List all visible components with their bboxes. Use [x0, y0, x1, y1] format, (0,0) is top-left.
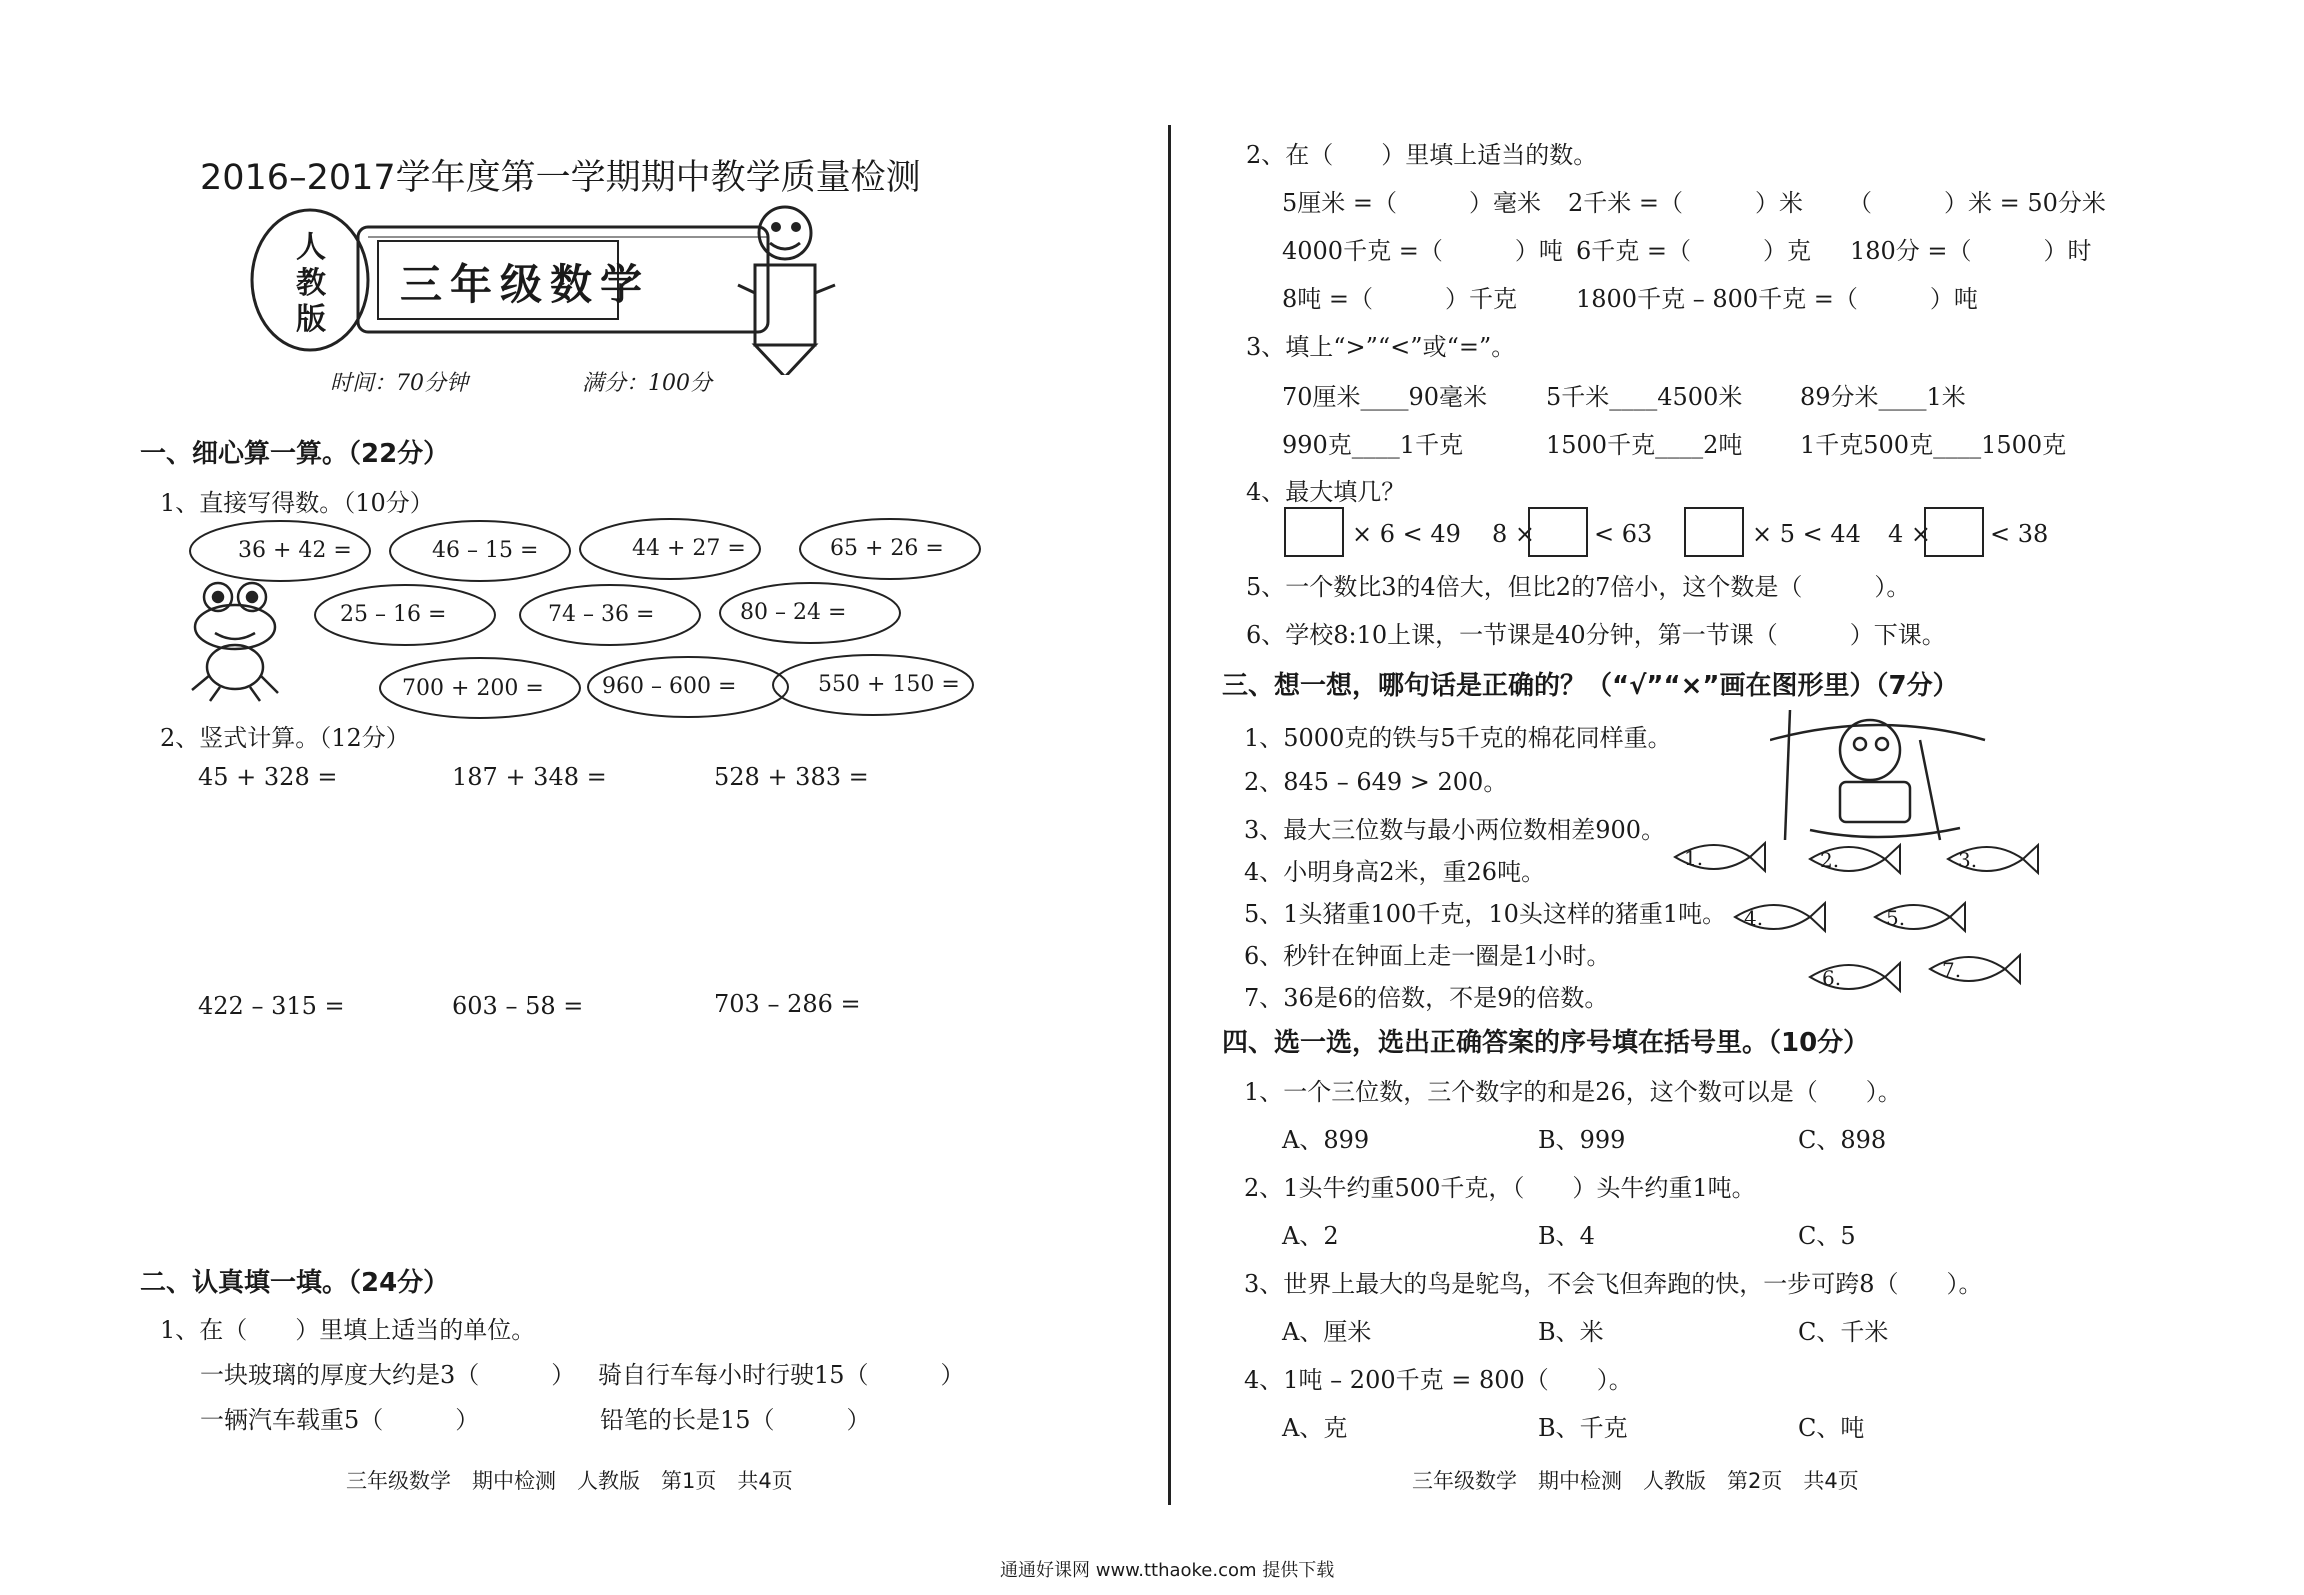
num-fill-2: 2千米 =（ ）米	[1568, 189, 1804, 217]
s2-q3-title: 3、填上“>”“<”或“=”。	[1246, 333, 1516, 361]
choice-q4-c: C、吨	[1798, 1414, 1865, 1442]
num-fill-7: 8吨 =（ ）千克	[1282, 285, 1518, 313]
fish-label-6: 6.	[1822, 966, 1842, 990]
judge-5: 5、1头猪重100千克，10头这样的猪重1吨。	[1244, 900, 1727, 928]
blank-box-2[interactable]	[1528, 507, 1588, 557]
compare-2: 5千米____4500米	[1546, 383, 1743, 411]
unit-fill-4: 铅笔的长是15（ ）	[600, 1406, 871, 1434]
oral-calc-10: 550 + 150 =	[818, 672, 960, 697]
fish-label-1: 1.	[1684, 846, 1704, 870]
max-fill-3: × 5 < 44	[1752, 520, 1861, 548]
section3-heading: 三、想一想，哪句话是正确的？（“√”“×”画在图形里）（7分）	[1222, 671, 1959, 701]
banner-char-3: 版	[296, 302, 326, 337]
vertical-calc-6: 703 – 286 =	[714, 990, 861, 1018]
frog-mascot-icon	[180, 575, 290, 705]
footer-right: 三年级数学 期中检测 人教版 第2页 共4页	[1412, 1469, 1859, 1493]
score-label: 满分：100分	[582, 371, 712, 396]
compare-1: 70厘米____90毫米	[1282, 383, 1488, 411]
s2-q5: 5、一个数比3的4倍大，但比2的7倍小，这个数是（ ）。	[1246, 573, 1911, 601]
max-fill-4a: 4 ×	[1888, 520, 1932, 548]
choice-q2-a: A、2	[1282, 1222, 1339, 1250]
fish-label-5: 5.	[1886, 906, 1906, 930]
s2-q4-title: 4、最大填几？	[1246, 478, 1406, 506]
judge-3: 3、最大三位数与最小两位数相差900。	[1244, 816, 1666, 844]
choice-q4: 4、1吨 – 200千克 = 800（ ）。	[1244, 1366, 1633, 1394]
unit-fill-3: 一辆汽车载重5（ ）	[200, 1406, 480, 1434]
choice-q2: 2、1头牛约重500千克，（ ）头牛约重1吨。	[1244, 1174, 1756, 1202]
choice-q3-a: A、厘米	[1282, 1318, 1372, 1346]
oral-calc-8: 700 + 200 =	[402, 676, 544, 701]
s2-q1-title: 1、在（ ）里填上适当的单位。	[160, 1316, 536, 1344]
compare-4: 990克____1千克	[1282, 431, 1464, 459]
choice-q3-c: C、千米	[1798, 1318, 1889, 1346]
grade-title: 三年级数学	[400, 260, 651, 309]
section1-heading: 一、细心算一算。（22分）	[140, 439, 450, 469]
s2-q6: 6、学校8:10上课，一节课是40分钟，第一节课（ ）下课。	[1246, 621, 1946, 649]
blank-box-3[interactable]	[1684, 507, 1744, 557]
num-fill-6: 180分 =（ ）时	[1850, 237, 2092, 265]
banner-char-2: 教	[296, 266, 326, 301]
fish-group	[1670, 835, 2050, 1005]
max-fill-4b: < 38	[1990, 520, 2049, 548]
s2-q2-title: 2、在（ ）里填上适当的数。	[1246, 141, 1598, 169]
fish-label-2: 2.	[1820, 848, 1840, 872]
oral-calc-3: 44 + 27 =	[632, 536, 746, 561]
page-divider	[1168, 125, 1171, 1505]
vertical-calc-5: 603 – 58 =	[452, 992, 584, 1020]
num-fill-3: （ ）米 = 50分米	[1848, 189, 2106, 217]
oral-calc-4: 65 + 26 =	[830, 536, 944, 561]
judge-1: 1、5000克的铁与5千克的棉花同样重。	[1244, 724, 1672, 752]
num-fill-4: 4000千克 =（ ）吨	[1282, 237, 1563, 265]
oral-calc-1: 36 + 42 =	[238, 538, 352, 563]
max-fill-2b: < 63	[1594, 520, 1653, 548]
unit-fill-2: 骑自行车每小时行驶15（ ）	[598, 1361, 965, 1389]
choice-q1-a: A、899	[1282, 1126, 1370, 1154]
choice-q4-a: A、克	[1282, 1414, 1348, 1442]
choice-q3-b: B、米	[1538, 1318, 1604, 1346]
judge-2: 2、845 – 649 > 200。	[1244, 768, 1508, 796]
fish-label-4: 4.	[1744, 906, 1764, 930]
section2-heading: 二、认真填一填。（24分）	[140, 1268, 450, 1298]
download-credit: 通通好课网 www.tthaoke.com 提供下载	[1000, 1560, 1335, 1581]
time-label: 时间：70分钟	[330, 371, 468, 396]
choice-q3: 3、世界上最大的鸟是鸵鸟，不会飞但奔跑的快，一步可跨8（ ）。	[1244, 1270, 1983, 1298]
footer-left: 三年级数学 期中检测 人教版 第1页 共4页	[346, 1469, 793, 1493]
num-fill-8: 1800千克 – 800千克 =（ ）吨	[1576, 285, 1978, 313]
oral-calc-9: 960 – 600 =	[602, 674, 737, 699]
section4-heading: 四、选一选，选出正确答案的序号填在括号里。（10分）	[1222, 1028, 1870, 1058]
pencil-mascot-icon	[738, 207, 835, 375]
fish-label-3: 3.	[1958, 848, 1978, 872]
exam-title: 2016–2017学年度第一学期期中教学质量检测	[200, 158, 921, 198]
judge-7: 7、36是6的倍数，不是9的倍数。	[1244, 984, 1609, 1012]
fishing-mascot-icon	[1770, 700, 1990, 850]
banner-char-1: 人	[296, 230, 326, 265]
blank-box-4[interactable]	[1924, 507, 1984, 557]
compare-5: 1500千克____2吨	[1546, 431, 1743, 459]
max-fill-1: × 6 < 49	[1352, 520, 1461, 548]
oral-calc-7: 80 – 24 =	[740, 600, 847, 625]
fish-label-7: 7.	[1942, 958, 1962, 982]
judge-6: 6、秒针在钟面上走一圈是1小时。	[1244, 942, 1611, 970]
oral-calc-5: 25 – 16 =	[340, 602, 447, 627]
vertical-calc-3: 528 + 383 =	[714, 763, 869, 791]
vertical-calc-1: 45 + 328 =	[198, 763, 338, 791]
choice-q4-b: B、千克	[1538, 1414, 1628, 1442]
choice-q1: 1、一个三位数，三个数字的和是26，这个数可以是（ ）。	[1244, 1078, 1902, 1106]
compare-3: 89分米____1米	[1800, 383, 1966, 411]
choice-q2-c: C、5	[1798, 1222, 1856, 1250]
compare-6: 1千克500克____1500克	[1800, 431, 2067, 459]
oral-calc-6: 74 – 36 =	[548, 602, 655, 627]
unit-fill-1: 一块玻璃的厚度大约是3（ ）	[200, 1361, 576, 1389]
blank-box-1[interactable]	[1284, 507, 1344, 557]
num-fill-1: 5厘米 =（ ）毫米	[1282, 189, 1542, 217]
oral-calc-2: 46 – 15 =	[432, 538, 539, 563]
vertical-calc-4: 422 – 315 =	[198, 992, 345, 1020]
max-fill-2a: 8 ×	[1492, 520, 1536, 548]
vertical-calc-2: 187 + 348 =	[452, 763, 607, 791]
choice-q1-c: C、898	[1798, 1126, 1887, 1154]
s1-q1-title: 1、直接写得数。（10分）	[160, 489, 434, 517]
judge-4: 4、小明身高2米，重26吨。	[1244, 858, 1546, 886]
num-fill-5: 6千克 =（ ）克	[1576, 237, 1812, 265]
choice-q1-b: B、999	[1538, 1126, 1626, 1154]
choice-q2-b: B、4	[1538, 1222, 1595, 1250]
s1-q2-title: 2、竖式计算。（12分）	[160, 724, 410, 752]
